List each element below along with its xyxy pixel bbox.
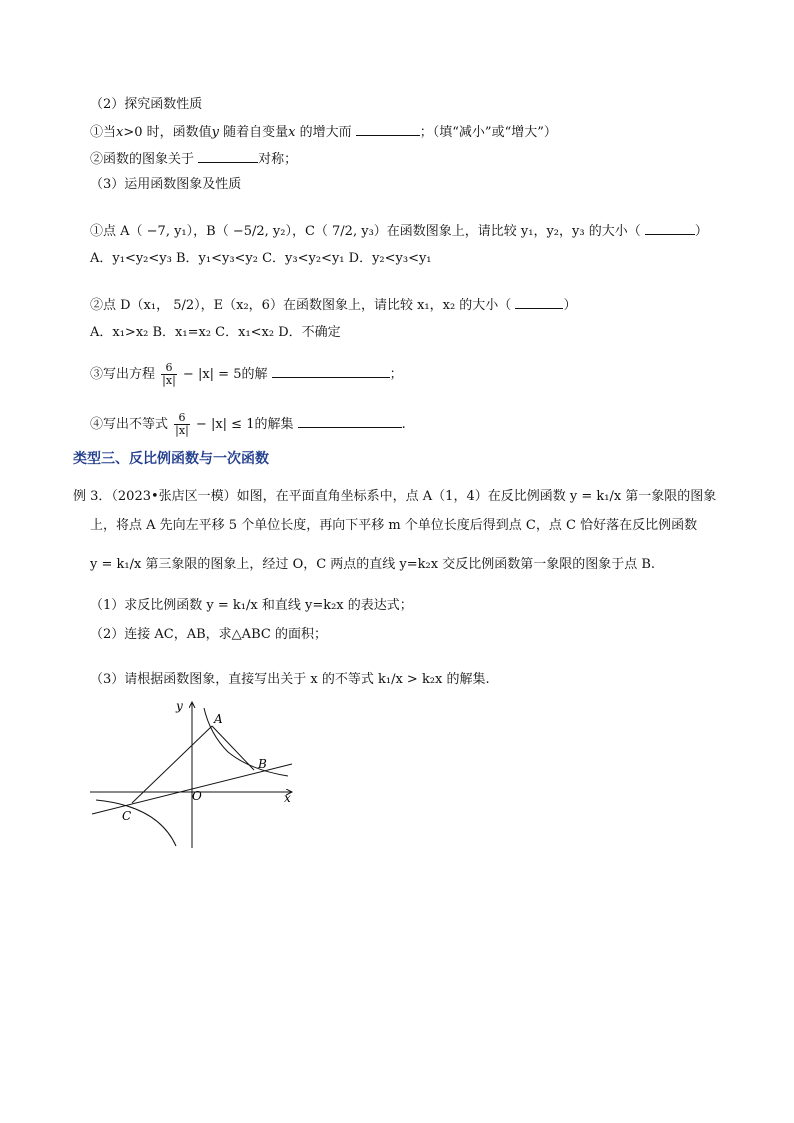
sub-question-1: （1）求反比例函数 y = k₁/x 和直线 y=k₂x 的表达式； [90, 598, 413, 613]
point-c-label: C [122, 809, 132, 823]
answer-blank[interactable] [272, 364, 390, 378]
y-axis-label: y [176, 699, 183, 713]
part3-question-2: ②点 D（x₁， 5/2），E（x₂，6）在函数图象上，请比较 x₁，x₂ 的大小（ ） [90, 295, 576, 315]
part2-question-1: ①当x>0 时，函数值y 随着自变量x 的增大而 ；（填“减小”或“增大”） [90, 122, 557, 142]
section-heading: 类型三、反比例函数与一次函数 [73, 451, 269, 467]
point-b-label: B [258, 757, 267, 771]
sub-question-3: （3）请根据函数图象，直接写出关于 x 的不等式 k₁/x > k₂x 的解集. [90, 672, 490, 687]
segment-ab [212, 726, 254, 770]
example-line-3: y = k₁/x 第三象限的图象上，经过 O，C 两点的直线 y=k₂x 交反比例函数第一象限的图象于点 B. [90, 557, 656, 572]
function-graph [88, 696, 300, 856]
answer-blank[interactable] [198, 149, 258, 163]
part2-title: （2）探究函数性质 [90, 97, 203, 112]
part3-question-1-options: A．y₁<y₂<y₃ B．y₁<y₃<y₂ C．y₃<y₂<y₁ D．y₂<y₃<y₁ [90, 251, 432, 266]
part3-question-2-options: A．x₁>x₂ B．x₁=x₂ C．x₁<x₂ D．不确定 [90, 325, 341, 340]
answer-blank[interactable] [356, 122, 420, 136]
fraction: $\frac{6}{|x|}$ [162, 361, 176, 387]
origin-label: O [192, 789, 202, 803]
part2-question-2: ②函数的图象关于 对称； [90, 149, 297, 169]
example-line-1: 例 3．（2023•张店区一模）如图，在平面直角坐标系中，点 A（1，4）在反比例函数 y = k₁/x 第一象限的图象 [73, 489, 717, 504]
part3-title: （3）运用函数图象及性质 [90, 177, 242, 192]
example-line-2: 上，将点 A 先向左平移 5 个单位长度，再向下平移 m 个单位长度后得到点 C，点 C 恰好落在反比例函数 [90, 518, 698, 533]
answer-blank[interactable] [515, 295, 563, 309]
part3-question-3: ③写出方程 $\frac{6}{|x|}$ − |x| = 5的解 ； [90, 361, 403, 387]
sub-question-2: （2）连接 AC，AB，求△ABC 的面积； [90, 627, 327, 642]
hyperbola-branch-third-quadrant [96, 800, 176, 846]
answer-blank[interactable] [298, 414, 402, 428]
part3-question-4: ④写出不等式 $\frac{6}{|x|}$ − |x| ≤ 1的解集 . [90, 411, 406, 437]
answer-blank[interactable] [645, 221, 695, 235]
fraction: $\frac{6}{|x|}$ [175, 411, 189, 437]
point-a-label: A [214, 712, 223, 726]
x-axis-label: x [284, 791, 291, 805]
part3-question-1: ①点 A（ −7, y₁），B（ −5/2, y₂），C（ 7/2, y₃）在函数图象上，请比较 y₁，y₂，y₃ 的大小（ ） [90, 221, 708, 241]
